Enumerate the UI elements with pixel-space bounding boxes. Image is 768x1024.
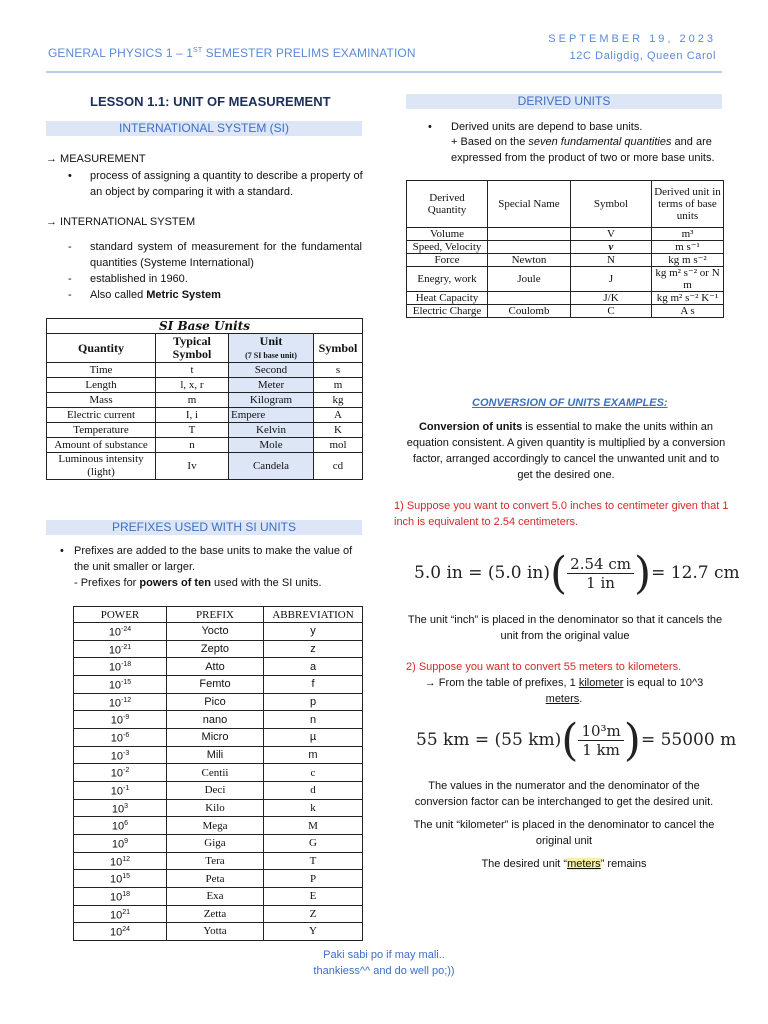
- prefix-cell-power: $10^{-12}$: [74, 693, 167, 711]
- prefix-cell-abbreviation: µ: [264, 728, 363, 746]
- si-table-row: [47, 408, 363, 423]
- prefix-cell-power: $10^{-3}$: [74, 746, 167, 764]
- note-kilometer: The unit “kilometer” is placed in the denominator to cancel the original unit: [413, 819, 715, 847]
- prefix-table-row: [74, 764, 363, 782]
- example-1-note: The unit “inch” is placed in the denominator so that it cancels the unit from the original value: [407, 614, 723, 642]
- si-cell-symbol: cd: [314, 453, 363, 480]
- prefix-cell-abbreviation: z: [264, 640, 363, 658]
- derived-cell-special-name: Joule: [488, 267, 571, 292]
- dash-icon: -: [68, 289, 72, 301]
- prefix-cell-abbreviation: Y: [264, 923, 363, 941]
- si-cell-unit: Kilogram: [229, 393, 314, 408]
- prefix-table-row: [74, 905, 363, 923]
- derived-cell-special-name: [488, 228, 571, 241]
- prefix-table-row: [74, 923, 363, 941]
- prefix-cell-abbreviation: M: [264, 817, 363, 835]
- derived-units-table: [406, 180, 724, 318]
- si-header-unit: Unit (7 SI base unit): [229, 334, 314, 363]
- prefix-cell-prefix: Pico: [167, 693, 264, 711]
- prefix-cell-abbreviation: d: [264, 781, 363, 799]
- si-cell-quantity: Mass: [47, 393, 156, 408]
- prefix-cell-power: $10^{18}$: [74, 887, 167, 905]
- prefix-cell-prefix: nano: [167, 711, 264, 729]
- prefix-cell-prefix: Micro: [167, 728, 264, 746]
- si-cell-unit: Mole: [229, 438, 314, 453]
- si-table-row: [47, 378, 363, 393]
- si-cell-symbol: m: [314, 378, 363, 393]
- derived-cell-special-name: Newton: [488, 254, 571, 267]
- derived-table-row: [407, 267, 724, 292]
- prefix-cell-prefix: Peta: [167, 870, 264, 888]
- prefix-table-row: [74, 711, 363, 729]
- derived-cell-base-units: m s⁻¹: [652, 241, 724, 254]
- footer-line-2: thankiess^^ and do well po;)): [313, 965, 455, 977]
- prefix-header-prefix: PREFIX: [167, 607, 264, 623]
- derived-cell-base-units: kg m s⁻²: [652, 254, 724, 267]
- prefix-cell-power: $10^{12}$: [74, 852, 167, 870]
- prefix-cell-abbreviation: k: [264, 799, 363, 817]
- student-name: 12C Daligdig, Queen Carol: [569, 50, 716, 62]
- derived-cell-base-units: kg m² s⁻² or N m: [652, 267, 724, 292]
- si-cell-typical-symbol: m: [156, 393, 229, 408]
- si-cell-unit: Second: [229, 363, 314, 378]
- bullet-dot-icon: •: [428, 121, 432, 133]
- si-header-symbol: Symbol: [314, 334, 363, 363]
- derived-intro: Derived units are depend to base units.: [451, 121, 643, 133]
- prefix-cell-power: $10^3$: [74, 799, 167, 817]
- derived-table-row: [407, 228, 724, 241]
- prefix-intro: Prefixes are added to the base units to make the value of the unit smaller or larger.: [74, 545, 353, 573]
- derived-cell-special-name: Coulomb: [488, 305, 571, 318]
- derived-table-row: [407, 241, 724, 254]
- exam-date: SEPTEMBER 19, 2023: [548, 33, 716, 45]
- derived-cell-base-units: m³: [652, 228, 724, 241]
- prefix-powers-note: - Prefixes for powers of ten used with the SI units.: [74, 577, 322, 589]
- si-cell-typical-symbol: T: [156, 423, 229, 438]
- derived-section-band: DERIVED UNITS: [406, 94, 722, 109]
- prefix-table-row: [74, 852, 363, 870]
- prefix-table-row: [74, 640, 363, 658]
- prefix-cell-power: $10^{15}$: [74, 870, 167, 888]
- derived-table-row: [407, 292, 724, 305]
- prefix-cell-prefix: Zepto: [167, 640, 264, 658]
- si-cell-symbol: kg: [314, 393, 363, 408]
- derived-table-body: [407, 228, 724, 318]
- prefix-cell-prefix: Mega: [167, 817, 264, 835]
- derived-header-symbol: Symbol: [571, 181, 652, 228]
- si-cell-unit: Candela: [229, 453, 314, 480]
- si-cell-symbol: s: [314, 363, 363, 378]
- prefix-table-row: [74, 799, 363, 817]
- prefix-cell-prefix: Yocto: [167, 623, 264, 641]
- bullet-dot-icon: •: [68, 170, 72, 182]
- prefix-table-row: [74, 728, 363, 746]
- prefix-cell-power: $10^9$: [74, 834, 167, 852]
- equation-2: 55 km = (55 km)( $\frac{\text{10³m}}{1 km}$ )= 55000 m: [416, 715, 737, 766]
- si-table-row: [47, 363, 363, 378]
- prefix-cell-power: $10^{24}$: [74, 923, 167, 941]
- derived-cell-base-units: A s: [652, 305, 724, 318]
- si-cell-quantity: Length: [47, 378, 156, 393]
- note-interchange: The values in the numerator and the denominator of the conversion factor can be interchanged to get the desired unit.: [414, 780, 714, 808]
- prefix-cell-power: $10^{21}$: [74, 905, 167, 923]
- prefix-cell-power: $10^{-21}$: [74, 640, 167, 658]
- derived-table-row: [407, 254, 724, 267]
- prefix-table-row: [74, 781, 363, 799]
- si-header-quantity: Quantity: [47, 334, 156, 363]
- prefix-cell-abbreviation: m: [264, 746, 363, 764]
- si-cell-quantity: Amount of substance: [47, 438, 156, 453]
- example-2: 2) Suppose you want to convert 55 meters to kilometers.: [406, 661, 682, 673]
- prefix-cell-power: $10^{-1}$: [74, 781, 167, 799]
- si-table-title: SI Base Units: [47, 319, 363, 334]
- derived-cell-symbol: V: [571, 228, 652, 241]
- si-table-row: [47, 393, 363, 408]
- si-table-row: [47, 438, 363, 453]
- intl-item-3: Also called Metric System: [90, 289, 221, 301]
- note-meters: The desired unit “meters” remains: [481, 858, 647, 870]
- prefix-cell-abbreviation: E: [264, 887, 363, 905]
- exam-title: GENERAL PHYSICS 1 – 1ST SEMESTER PRELIMS EXAMINATION: [48, 46, 416, 60]
- derived-cell-quantity: Volume: [407, 228, 488, 241]
- prefix-header-power: POWER: [74, 607, 167, 623]
- dash-icon: -: [68, 241, 72, 253]
- prefix-cell-abbreviation: P: [264, 870, 363, 888]
- derived-explanation: + Based on the seven fundamental quantities and are expressed from the product of two or more base units.: [451, 136, 715, 164]
- si-cell-symbol: K: [314, 423, 363, 438]
- prefix-cell-power: $10^{-18}$: [74, 658, 167, 676]
- derived-cell-quantity: Heat Capacity: [407, 292, 488, 305]
- intl-item-1: standard system of measurement for the fundamental quantities (Systeme International): [90, 241, 362, 269]
- prefix-table-body: [74, 623, 363, 941]
- derived-cell-symbol: C: [571, 305, 652, 318]
- prefix-cell-abbreviation: n: [264, 711, 363, 729]
- prefix-cell-abbreviation: T: [264, 852, 363, 870]
- derived-cell-symbol: J/K: [571, 292, 652, 305]
- prefix-table-row: [74, 693, 363, 711]
- si-cell-unit: Meter: [229, 378, 314, 393]
- si-cell-typical-symbol: n: [156, 438, 229, 453]
- conversion-title: CONVERSION OF UNITS EXAMPLES:: [472, 397, 668, 409]
- prefix-cell-prefix: Zetta: [167, 905, 264, 923]
- si-cell-quantity: Temperature: [47, 423, 156, 438]
- derived-cell-special-name: [488, 292, 571, 305]
- bullet-dot-icon: •: [60, 545, 64, 557]
- si-table-body: [47, 363, 363, 480]
- prefix-cell-abbreviation: p: [264, 693, 363, 711]
- derived-header-base-units: Derived unit in terms of base units: [652, 181, 724, 228]
- prefix-cell-abbreviation: f: [264, 675, 363, 693]
- intl-item-2: established in 1960.: [90, 273, 188, 285]
- prefix-table: [73, 606, 363, 941]
- measurement-heading: → MEASUREMENT: [46, 153, 146, 165]
- dash-icon: -: [68, 273, 72, 285]
- si-table-row: [47, 453, 363, 480]
- prefix-table-row: [74, 817, 363, 835]
- prefix-cell-power: $10^{-9}$: [74, 711, 167, 729]
- derived-cell-base-units: kg m² s⁻² K⁻¹: [652, 292, 724, 305]
- derived-cell-symbol: N: [571, 254, 652, 267]
- prefix-cell-abbreviation: a: [264, 658, 363, 676]
- prefix-cell-prefix: Femto: [167, 675, 264, 693]
- prefix-section-band: PREFIXES USED WITH SI UNITS: [46, 520, 362, 535]
- prefix-table-row: [74, 887, 363, 905]
- derived-cell-special-name: [488, 241, 571, 254]
- example-2-note: → From the table of prefixes, 1 kilometer is equal to 10^3 meters.: [424, 677, 704, 705]
- si-cell-unit: Empere: [229, 408, 314, 423]
- derived-cell-quantity: Speed, Velocity: [407, 241, 488, 254]
- derived-header-quantity: Derived Quantity: [407, 181, 488, 228]
- prefix-header-abbreviation: ABBREVIATION: [264, 607, 363, 623]
- derived-cell-symbol: J: [571, 267, 652, 292]
- si-cell-unit: Kelvin: [229, 423, 314, 438]
- prefix-cell-abbreviation: Z: [264, 905, 363, 923]
- prefix-table-row: [74, 675, 363, 693]
- prefix-cell-prefix: Mili: [167, 746, 264, 764]
- derived-cell-quantity: Enegry, work: [407, 267, 488, 292]
- equation-1: 5.0 in = (5.0 in)( $\frac{2.54 cm}{1 in}$ )= 12.7 cm: [414, 548, 740, 599]
- prefix-cell-prefix: Yotta: [167, 923, 264, 941]
- prefix-table-row: [74, 658, 363, 676]
- prefix-cell-prefix: Kilo: [167, 799, 264, 817]
- prefix-cell-abbreviation: G: [264, 834, 363, 852]
- si-cell-typical-symbol: t: [156, 363, 229, 378]
- prefix-table-row: [74, 834, 363, 852]
- example-1: 1) Suppose you want to convert 5.0 inches to centimeter given that 1 inch is equivalent to 2.54 centimeters.: [394, 500, 729, 528]
- prefix-cell-prefix: Deci: [167, 781, 264, 799]
- si-cell-typical-symbol: I, i: [156, 408, 229, 423]
- derived-table-row: [407, 305, 724, 318]
- si-cell-quantity: Electric current: [47, 408, 156, 423]
- prefix-cell-power: $10^{-15}$: [74, 675, 167, 693]
- header-divider: [46, 71, 722, 73]
- derived-cell-symbol: v: [571, 241, 652, 254]
- prefix-cell-prefix: Centii: [167, 764, 264, 782]
- si-cell-symbol: mol: [314, 438, 363, 453]
- prefix-cell-power: $10^{-2}$: [74, 764, 167, 782]
- prefix-table-row: [74, 623, 363, 641]
- lesson-title: LESSON 1.1: UNIT OF MEASUREMENT: [90, 94, 331, 109]
- prefix-cell-prefix: Tera: [167, 852, 264, 870]
- si-cell-quantity: Luminous intensity (light): [47, 453, 156, 480]
- prefix-table-row: [74, 746, 363, 764]
- si-cell-typical-symbol: Iv: [156, 453, 229, 480]
- footer-line-1: Paki sabi po if may mali..: [323, 949, 445, 961]
- si-header-typical-symbol: Typical Symbol: [156, 334, 229, 363]
- prefix-cell-power: $10^{-6}$: [74, 728, 167, 746]
- derived-cell-quantity: Force: [407, 254, 488, 267]
- si-base-units-table: [46, 318, 363, 480]
- si-table-row: [47, 423, 363, 438]
- intl-heading: → INTERNATIONAL SYSTEM: [46, 216, 196, 228]
- prefix-cell-power: $10^{-24}$: [74, 623, 167, 641]
- derived-header-special-name: Special Name: [488, 181, 571, 228]
- si-cell-typical-symbol: l, x, r: [156, 378, 229, 393]
- derived-cell-quantity: Electric Charge: [407, 305, 488, 318]
- prefix-cell-prefix: Exa: [167, 887, 264, 905]
- conversion-intro: Conversion of units is essential to make the units within an equation consistent. A given quantity is multiplied by a conversion factor, arranged accordingly to cancel the unwanted unit and to get the desired one.: [406, 421, 726, 481]
- prefix-cell-abbreviation: y: [264, 623, 363, 641]
- measurement-definition: process of assigning a quantity to describe a property of an object by comparing it with a standard.: [90, 170, 363, 198]
- prefix-cell-prefix: Giga: [167, 834, 264, 852]
- prefix-table-row: [74, 870, 363, 888]
- si-cell-quantity: Time: [47, 363, 156, 378]
- si-section-band: INTERNATIONAL SYSTEM (SI): [46, 121, 362, 136]
- si-cell-symbol: A: [314, 408, 363, 423]
- prefix-cell-power: $10^6$: [74, 817, 167, 835]
- prefix-cell-prefix: Atto: [167, 658, 264, 676]
- prefix-cell-abbreviation: c: [264, 764, 363, 782]
